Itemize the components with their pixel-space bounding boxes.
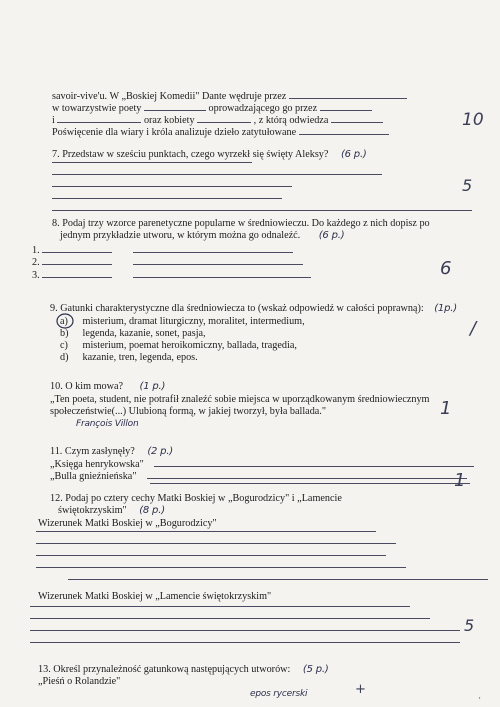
q6-answer-1	[289, 98, 407, 99]
q9-option-b-text: legenda, kazanie, sonet, pasja,	[82, 328, 206, 339]
q9-option-c-text: misterium, poemat heroikomiczny, ballada, tragedia,	[82, 340, 297, 351]
q8-row-2-answer-a	[42, 264, 112, 265]
q8-text-1: 8. Podaj trzy wzorce parenetyczne popularne w średniowieczu. Do każdego z nich dopisz po	[52, 218, 430, 229]
q6-answer-4	[57, 122, 141, 123]
q8-prompt-2	[60, 230, 344, 242]
q8-prompt-1	[52, 218, 430, 230]
q6-line1-text: savoir-vive'u. W „Boskiej Komedii" Dante wędruje przez	[52, 91, 287, 102]
grade-q11: 1	[454, 470, 466, 491]
grade-q8: 6	[440, 258, 452, 279]
q7-points: (6 p.)	[340, 149, 367, 160]
q12-lament-2	[30, 618, 430, 619]
q9-prompt	[50, 303, 457, 315]
q9-option-d-text: kazanie, tren, legenda, epos.	[82, 352, 198, 363]
q9-option-c-letter: c)	[60, 340, 68, 351]
q11-item-2	[50, 471, 467, 483]
q8-row-2-label: 2.	[32, 257, 40, 268]
q9-option-a-letter: a)	[60, 316, 68, 327]
grade-q10: 1	[440, 398, 452, 419]
q13-text: 13. Określ przynależność gatunkową następujących utworów:	[38, 664, 291, 675]
q13-answer-1-text: epos rycerski	[250, 689, 308, 699]
q12-bogurodzica-1	[36, 531, 376, 532]
q12-text-2: świętokrzyskim"	[58, 505, 127, 516]
q6-line4-text: Poświęcenie dla wiary i króla analizuje dzieło zatytułowane	[52, 127, 297, 138]
q8-row-3-answer-a	[42, 277, 112, 278]
q10-points: (1 p.)	[139, 381, 166, 392]
q11-answer-3	[150, 483, 470, 484]
q13-points: (5 p.)	[302, 664, 329, 675]
q11-answer-2	[147, 478, 467, 479]
q9-selection-circle	[55, 312, 77, 330]
q8-points: (6 p.)	[318, 230, 345, 241]
q12-text-1: 12. Podaj po cztery cechy Matki Boskiej w „Bogurodzicy" i „Lamencie	[50, 493, 342, 504]
q10-quote-1	[50, 394, 429, 406]
q8-row-2-answer-b	[133, 264, 303, 265]
q12-heading-2-text: Wizerunek Matki Boskiej w „Lamencie świętokrzyskim"	[38, 591, 272, 602]
q6-line3-text-a: i	[52, 115, 55, 126]
q6-line1	[52, 91, 407, 103]
q7-answer-5	[52, 210, 472, 211]
q11-item-1-text: „Księga henrykowska"	[50, 459, 144, 470]
q7-answer-2	[52, 174, 382, 175]
q10-text: 10. O kim mowa?	[50, 381, 123, 392]
q10-answer-text: François Villon	[76, 419, 139, 429]
page-corner-mark: ·	[478, 694, 481, 704]
q11-item-1	[50, 459, 474, 471]
q12-points: (8 p.)	[139, 505, 165, 516]
q11-item-2-text: „Bulla gnieźnieńska"	[50, 471, 137, 482]
q9-option-a[interactable]	[60, 316, 305, 328]
q13-item-1-text: „Pieśń o Rolandzie"	[38, 676, 121, 687]
q13-item-1	[38, 676, 120, 688]
q11-answer-1	[154, 466, 474, 467]
q12-bogurodzica-5	[68, 579, 488, 580]
q6-line2-text-a: w towarzystwie poety	[52, 103, 142, 114]
q6-answer-2	[144, 110, 206, 111]
q8-row-1-answer-a	[42, 252, 112, 253]
q12-bogurodzica-3	[36, 555, 386, 556]
q11-text: 11. Czym zasłynęły?	[50, 446, 135, 457]
q8-row-3-answer-b	[133, 277, 311, 278]
q8-row-1-label: 1.	[32, 245, 40, 256]
q8-row-2	[32, 257, 303, 269]
q12-lament-3	[30, 630, 460, 631]
grade-q7: 5	[462, 176, 473, 195]
q13-prompt	[38, 664, 329, 676]
grade-q9: /	[470, 318, 477, 339]
q10-quote-text-2: społeczeństwie(...) Ulubioną formą, w jakiej tworzył, była ballada."	[50, 406, 327, 417]
q12-heading-bogurodzica	[38, 518, 217, 530]
q12-bogurodzica-4	[36, 567, 406, 568]
q10-prompt	[50, 381, 165, 393]
q12-prompt-2	[58, 505, 165, 517]
grade-q6: 10	[462, 110, 484, 130]
q9-option-a-text: misterium, dramat liturgiczny, moralitet, intermedium,	[82, 316, 305, 327]
q6-line4	[52, 127, 389, 139]
q12-heading-1-text: Wizerunek Matki Boskiej w „Bogurodzicy"	[38, 518, 217, 529]
q9-points: (1p.)	[434, 303, 457, 314]
q6-line2	[52, 103, 372, 115]
q9-option-d[interactable]	[60, 352, 198, 364]
q12-heading-lament	[38, 591, 271, 603]
q6-answer-7	[299, 134, 389, 135]
q8-row-1	[32, 245, 293, 257]
q12-prompt-1	[50, 493, 342, 505]
q7-text: 7. Przedstaw w sześciu punktach, czego wyrzekł się święty Aleksy?	[52, 149, 329, 160]
q11-points: (2 p.)	[147, 446, 173, 457]
q6-line3-text-b: oraz kobiety	[143, 115, 195, 126]
q6-line3-text-c: , z którą odwiedza	[253, 115, 329, 126]
q7-answer-3	[52, 186, 292, 187]
q8-row-3	[32, 270, 311, 282]
q7-prompt	[52, 149, 367, 161]
q6-line2-text-b: oprowadzającego go przez	[208, 103, 318, 114]
grade-q12: 5	[464, 616, 475, 635]
q10-quote-2	[50, 406, 326, 418]
q9-option-b[interactable]	[60, 328, 206, 340]
q6-answer-5	[197, 122, 251, 123]
q12-lament-4	[30, 642, 460, 643]
q7-answer-1	[52, 162, 252, 163]
q10-quote-text-1: „Ten poeta, student, nie potrafił znaleźć sobie miejsca w uporządkowanym średniowiecznym	[50, 394, 430, 405]
q8-row-1-answer-b	[133, 252, 293, 253]
q9-option-b-letter: b)	[60, 328, 69, 339]
q9-option-d-letter: d)	[60, 352, 69, 363]
q8-row-3-label: 3.	[32, 270, 40, 281]
q11-prompt	[50, 446, 173, 458]
q7-answer-4	[52, 198, 282, 199]
q9-option-c[interactable]	[60, 340, 297, 352]
grade-q13: +	[355, 682, 366, 697]
q6-answer-3	[320, 110, 372, 111]
q6-line3	[52, 115, 383, 127]
q8-text-2: jednym przykładzie utworu, w którym można go odnaleźć.	[60, 230, 301, 241]
q12-bogurodzica-2	[36, 543, 396, 544]
q10-answer	[76, 418, 138, 430]
q9-text: 9. Gatunki charakterystyczne dla średniowiecza to (wskaż odpowiedź w całości poprawną):	[50, 303, 424, 314]
q13-answer-1	[250, 688, 307, 700]
q12-lament-1	[30, 606, 410, 607]
q6-answer-6	[331, 122, 383, 123]
